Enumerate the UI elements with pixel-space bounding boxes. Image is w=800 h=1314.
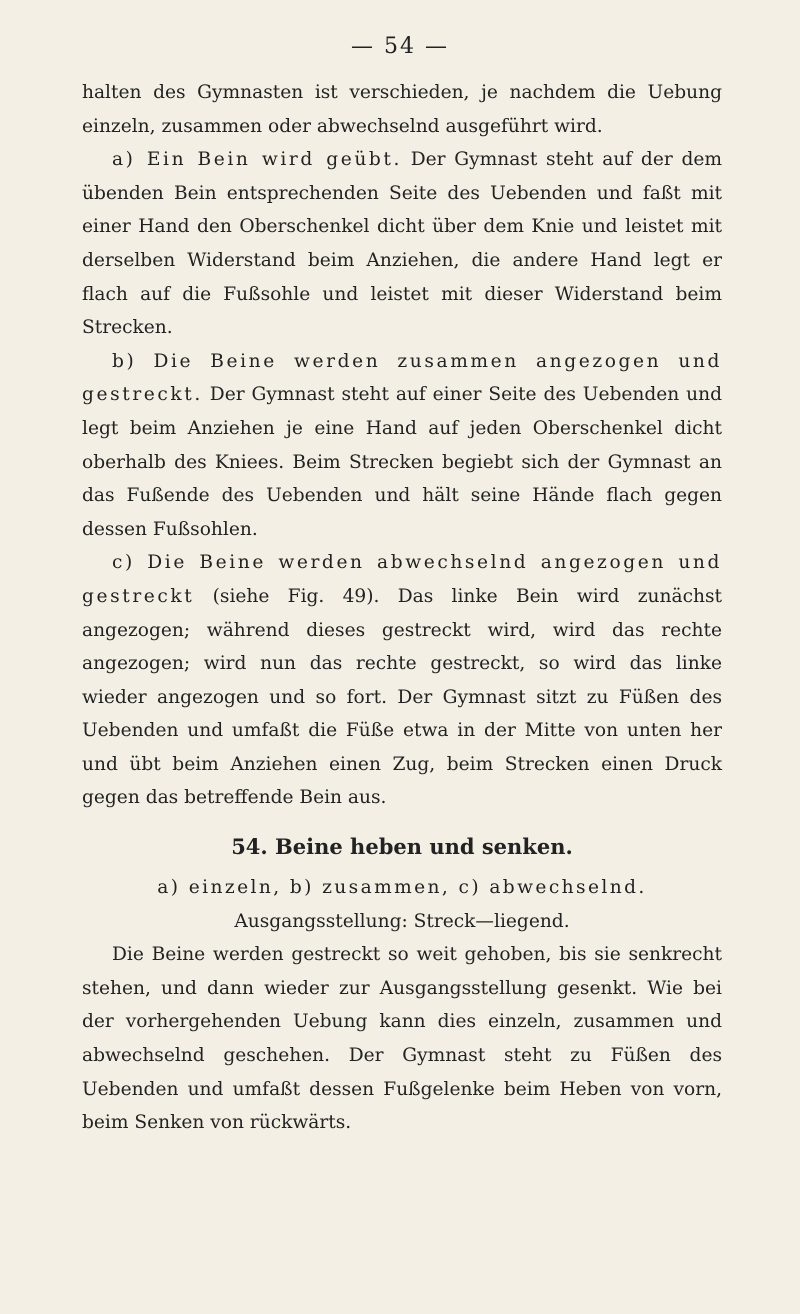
item-a-label: a) Ein Bein wird geübt. — [112, 149, 402, 171]
item-b-text: Der Gymnast steht auf einer Seite des Uebenden und legt beim Anziehen je eine Hand auf jeden Oberschenkel dicht oberhalb des Kniees. Beim Strecken begiebt sich der Gymnast an das Fußende des Uebenden und hält seine Hände flach gegen dessen Fußsohlen. — [82, 384, 722, 540]
item-a-text: Der Gymnast steht auf der dem übenden Bein entsprechenden Seite des Uebenden und faßt mit einer Hand den Oberschenkel dicht über dem Knie und leistet mit derselben Widerstand beim Anziehen, die andere Hand legt er flach auf die Fußsohle und leistet mit dieser Widerstand beim Strecken. — [82, 149, 722, 339]
section-heading: 54. Beine heben und senken. — [231, 834, 573, 860]
item-c-paragraph — [82, 546, 722, 815]
item-b-paragraph — [82, 345, 722, 547]
intro-paragraph: halten des Gymnasten ist verschieden, je nachdem die Uebung einzeln, zusammen oder abwechselnd ausgeführt wird. — [82, 82, 722, 137]
item-c-label: c) Die Beine werden abwechselnd angezogen und gestreckt — [82, 552, 722, 607]
section-variants: a) einzeln, b) zusammen, c) abwechselnd. — [157, 877, 647, 899]
item-b-label: b) Die Beine werden zusammen angezogen und gestreckt. — [82, 350, 722, 406]
section-paragraph: Die Beine werden gestreckt so weit gehoben, bis sie senkrecht stehen, und dann wieder zur Ausgangsstellung gesenkt. Wie bei der vorhergehenden Uebung kann dies einzeln, zusammen und abwechselnd geschehen. Der Gymnast steht zu Füßen des Uebenden und umfaßt dessen Fußgelenke beim Heben von vorn, beim Senken von rückwärts. — [82, 944, 722, 1134]
starting-position: Ausgangsstellung: Streck—liegend. — [234, 910, 570, 932]
page-number: — 54 — — [351, 34, 449, 59]
body-text — [82, 76, 722, 1140]
item-c-text: (siehe Fig. 49). Das linke Bein wird zunächst angezogen; während dieses gestreckt wird, wird das rechte angezogen; wird nun das rechte gestreckt, so wird das linke wieder angezogen und so fort. Der Gymnast sitzt zu Füßen des Uebenden und umfaßt die Füße etwa in der Mitte von unten her und übt beim Anziehen einen Zug, beim Strecken einen Druck gegen das betreffende Bein aus. — [82, 585, 722, 809]
item-a-paragraph — [82, 143, 722, 345]
